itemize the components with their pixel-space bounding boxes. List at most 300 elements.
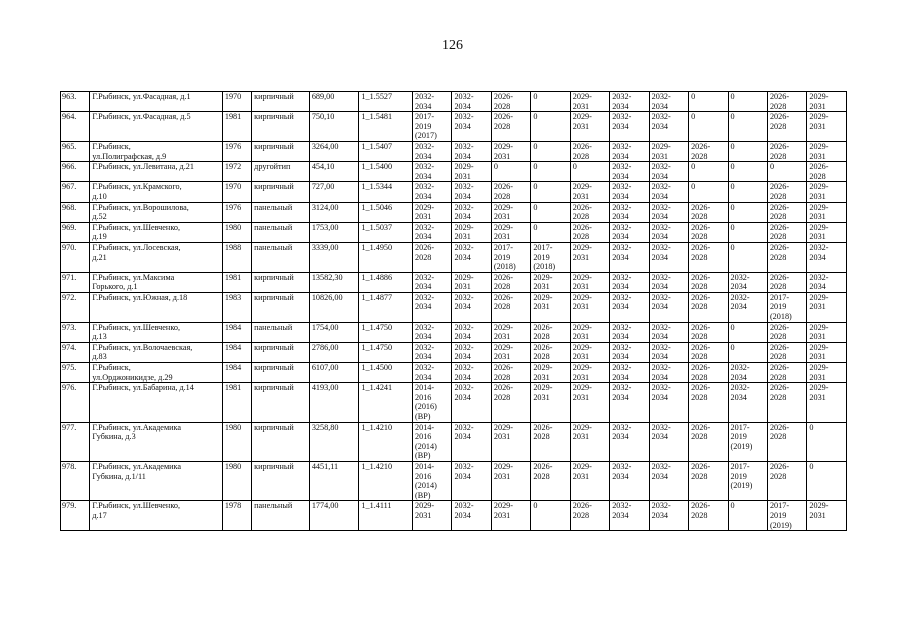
cell-area (309, 383, 359, 422)
cell-period-11 (807, 342, 847, 362)
cell-period-2 (452, 292, 491, 322)
cell-wall-material (252, 322, 310, 342)
cell-text: 2032- (415, 141, 435, 151)
cell-period-5 (570, 162, 609, 182)
cell-period-4 (531, 112, 570, 142)
cell-text: 1981 (224, 383, 242, 393)
cell-row-number (61, 501, 90, 531)
cell-text: 2026- (533, 422, 553, 432)
cell-area (309, 112, 359, 142)
cell-period-7 (649, 322, 688, 342)
cell-area (309, 363, 359, 383)
cell-address (90, 292, 223, 322)
cell-text: 2028 (691, 252, 708, 262)
cell-text: 2031 (809, 332, 826, 342)
cell-text: 2034 (612, 352, 629, 362)
cell-period-1 (413, 182, 452, 202)
cell-text: 2034 (651, 101, 668, 111)
cell-text: 2032- (651, 422, 671, 432)
cell-address (90, 422, 223, 461)
cell-text: 2032- (651, 162, 671, 172)
cell-period-11 (807, 363, 847, 383)
cell-period-7 (649, 422, 688, 461)
cell-text: Г.Рыбинск, ул.Шевченко, (92, 322, 181, 332)
cell-text: 2032- (612, 112, 632, 122)
cell-text: 2026- (769, 342, 790, 352)
cell-text: 2028 (691, 432, 708, 442)
table-row (61, 112, 847, 142)
cell-text: 976. (62, 383, 77, 393)
cell-text: 2031 (651, 151, 668, 161)
cell-text: 2031 (454, 232, 471, 242)
cell-period-7 (649, 292, 688, 322)
cell-area (309, 461, 359, 500)
cell-period-7 (649, 162, 688, 182)
cell-row-number (61, 292, 90, 322)
cell-text: 2014- (415, 383, 435, 393)
cell-text: 2032- (612, 292, 632, 302)
cell-period-7 (649, 182, 688, 202)
cell-text: 1970 (224, 92, 242, 101)
cell-text: 2032- (454, 461, 474, 471)
cell-text: 0 (691, 92, 696, 101)
cell-text: (2014) (415, 441, 437, 451)
cell-text: 2026- (769, 112, 790, 122)
cell-period-1 (413, 422, 452, 461)
cell-text: 2034 (612, 252, 629, 262)
cell-text: 2026- (572, 501, 592, 511)
cell-period-8 (689, 112, 728, 142)
cell-text: 2019 (730, 471, 747, 481)
cell-text: (2019) (769, 520, 792, 530)
cell-text: 1984 (224, 342, 242, 352)
cell-text: 2034 (651, 232, 668, 242)
cell-text: 2028 (691, 332, 708, 342)
cell-text: (ВР) (415, 451, 431, 461)
cell-year-built (222, 322, 251, 342)
cell-text: 2028 (809, 171, 826, 181)
cell-text: (2019) (730, 481, 753, 491)
cell-period-4 (531, 461, 570, 500)
cell-address (90, 162, 223, 182)
cell-text: 2031 (809, 212, 826, 222)
cell-text: 1_1.5407 (361, 141, 393, 151)
cell-text: 0 (730, 322, 735, 332)
cell-text: 2028 (691, 212, 708, 222)
cell-text: 0 (730, 501, 735, 511)
cell-row-number (61, 422, 90, 461)
cell-text: 2026- (572, 202, 592, 212)
cell-text: 2029- (533, 363, 553, 373)
cell-period-8 (689, 363, 728, 383)
cell-text: 2026- (493, 363, 513, 373)
cell-text: 0 (533, 501, 538, 511)
cell-period-11 (807, 202, 847, 222)
cell-period-8 (689, 272, 728, 292)
cell-period-2 (452, 422, 491, 461)
cell-text: 689,00 (311, 92, 335, 101)
cell-text: кирпичный (254, 342, 294, 352)
cell-period-2 (452, 162, 491, 182)
cell-text: 2034 (651, 252, 668, 262)
cell-period-2 (452, 342, 491, 362)
cell-text: 2028 (769, 121, 787, 131)
cell-period-1 (413, 222, 452, 242)
cell-text: 6107,00 (311, 363, 339, 373)
cell-period-4 (531, 501, 570, 531)
cell-year-built (222, 272, 251, 292)
cell-period-5 (570, 322, 609, 342)
cell-period-4 (531, 242, 570, 272)
cell-text: 1_1.4210 (361, 422, 393, 432)
cell-period-9 (728, 322, 767, 342)
cell-wall-material (252, 292, 310, 322)
table-row (61, 92, 847, 112)
cell-period-8 (689, 182, 728, 202)
cell-text: 2032- (415, 363, 435, 373)
cell-text: 0 (533, 182, 538, 192)
cell-text: 2034 (612, 232, 629, 242)
cell-address (90, 383, 223, 422)
cell-address (90, 242, 223, 272)
cell-text: кирпичный (254, 112, 294, 122)
cell-row-number (61, 141, 90, 161)
cell-text: 2014- (415, 422, 435, 432)
cell-text: 2028 (533, 432, 550, 442)
cell-text: Г.Рыбинск, ул.Бабарина, д.14 (92, 383, 194, 393)
cell-text: 2028 (769, 282, 787, 292)
cell-text: 0 (691, 182, 696, 192)
cell-text: 2034 (651, 392, 668, 402)
cell-index-code (359, 383, 413, 422)
cell-area (309, 322, 359, 342)
cell-period-6 (610, 422, 649, 461)
cell-period-9 (728, 92, 767, 112)
cell-period-7 (649, 501, 688, 531)
cell-text: 2034 (454, 252, 471, 262)
cell-text: 1_1.5037 (361, 222, 393, 232)
cell-period-5 (570, 222, 609, 242)
cell-text: 2019 (769, 302, 787, 312)
cell-text: 970. (62, 242, 77, 252)
cell-text: 1983 (224, 292, 242, 302)
cell-text: кирпичный (254, 92, 294, 101)
cell-text: 2028 (769, 151, 787, 161)
cell-text: д.10 (92, 191, 107, 201)
cell-text: 2026- (493, 272, 513, 282)
cell-text: панельный (254, 222, 293, 232)
cell-period-3 (491, 342, 530, 362)
cell-text: 2029- (533, 272, 553, 282)
cell-text: 2026- (769, 182, 790, 192)
cell-period-7 (649, 383, 688, 422)
cell-period-10 (767, 501, 806, 531)
cell-period-11 (807, 272, 847, 292)
cell-period-10 (767, 202, 806, 222)
cell-text: 2034 (415, 302, 432, 312)
cell-text: 2034 (809, 252, 826, 262)
cell-text: Г.Рыбинск, ул.Лосевская, (92, 242, 181, 252)
cell-text: 2034 (612, 332, 629, 342)
cell-text: (ВР) (415, 490, 431, 500)
cell-text: 1970 (224, 182, 242, 192)
cell-text: 2034 (454, 151, 471, 161)
cell-period-5 (570, 272, 609, 292)
cell-text: 2034 (454, 302, 471, 312)
cell-text: 2032- (651, 242, 671, 252)
cell-index-code (359, 202, 413, 222)
cell-text: 2031 (572, 101, 590, 111)
cell-text: 2029- (493, 322, 513, 332)
cell-text: 2031 (493, 432, 511, 442)
cell-row-number (61, 342, 90, 362)
cell-period-3 (491, 322, 530, 342)
cell-text: (2017) (415, 131, 437, 141)
cell-area (309, 162, 359, 182)
cell-text: 2028 (769, 232, 787, 242)
cell-text: 2031 (809, 352, 826, 362)
cell-text: 2034 (454, 392, 471, 402)
cell-period-2 (452, 222, 491, 242)
cell-period-11 (807, 182, 847, 202)
cell-period-6 (610, 222, 649, 242)
cell-period-1 (413, 162, 452, 182)
cell-text: 2032- (651, 363, 671, 373)
cell-text: 0 (533, 162, 538, 172)
cell-text: 2031 (572, 282, 590, 292)
cell-text: 1978 (224, 501, 242, 511)
cell-text: 2026- (691, 501, 711, 511)
cell-text: Г.Рыбинск, ул.Академика (92, 422, 181, 432)
cell-text: 750,10 (311, 112, 335, 122)
cell-text: 2034 (612, 121, 629, 131)
cell-period-7 (649, 202, 688, 222)
cell-period-9 (728, 272, 767, 292)
cell-text: 2029- (572, 92, 592, 101)
cell-text: (2019) (730, 441, 753, 451)
cell-period-7 (649, 242, 688, 272)
cell-text: 1_1.5400 (361, 162, 393, 172)
cell-period-11 (807, 501, 847, 531)
cell-text: Г.Рыбинск, ул.Шевченко, (92, 501, 181, 511)
cell-period-2 (452, 112, 491, 142)
cell-year-built (222, 422, 251, 461)
cell-index-code (359, 272, 413, 292)
cell-text: 2032- (612, 222, 632, 232)
cell-text: 2032- (612, 322, 632, 332)
cell-text: 2034 (454, 471, 471, 481)
cell-text: 0 (809, 422, 814, 432)
cell-text: 2034 (651, 432, 668, 442)
cell-wall-material (252, 461, 310, 500)
cell-text: 4451,11 (311, 461, 339, 471)
cell-index-code (359, 141, 413, 161)
cell-period-5 (570, 422, 609, 461)
table-row (61, 501, 847, 531)
cell-text: 2026- (691, 342, 711, 352)
cell-text: 969. (62, 222, 77, 232)
cell-text: 2028 (691, 372, 708, 382)
cell-text: 2029- (493, 461, 513, 471)
cell-period-6 (610, 383, 649, 422)
cell-period-11 (807, 112, 847, 142)
cell-text: 2034 (454, 191, 471, 201)
cell-text: 2034 (730, 392, 747, 402)
cell-text: 2032- (415, 222, 435, 232)
cell-text: 2032- (809, 272, 829, 282)
cell-text: 2031 (572, 302, 590, 312)
cell-period-1 (413, 342, 452, 362)
cell-text: 1972 (224, 162, 242, 172)
cell-text: (2018) (769, 312, 792, 322)
cell-text: 2034 (651, 121, 668, 131)
cell-period-4 (531, 322, 570, 342)
cell-text: 2026- (769, 363, 790, 373)
cell-text: 0 (730, 222, 735, 232)
cell-text: 2028 (769, 471, 787, 481)
cell-period-10 (767, 383, 806, 422)
cell-index-code (359, 342, 413, 362)
cell-period-3 (491, 383, 530, 422)
cell-period-8 (689, 501, 728, 531)
cell-text: 2028 (769, 392, 787, 402)
cell-text: 0 (769, 162, 775, 172)
cell-text: 10826,00 (311, 292, 343, 302)
table-row (61, 383, 847, 422)
cell-text: 2034 (651, 471, 668, 481)
cell-text: 0 (691, 162, 696, 172)
cell-text: 2026- (691, 222, 711, 232)
cell-text: Г.Рыбинск, (92, 141, 131, 151)
cell-text: 2786,00 (311, 342, 339, 352)
cell-address (90, 182, 223, 202)
cell-text: 2028 (691, 352, 708, 362)
cell-text: 2029- (809, 383, 829, 393)
cell-address (90, 272, 223, 292)
cell-text: кирпичный (254, 383, 294, 393)
cell-text: 2032- (415, 322, 435, 332)
cell-row-number (61, 242, 90, 272)
cell-year-built (222, 461, 251, 500)
cell-text: 2031 (572, 332, 590, 342)
cell-text: 963. (62, 92, 77, 101)
cell-text: Губкина, д.1/11 (92, 471, 146, 481)
cell-text: 2031 (415, 510, 432, 520)
cell-period-9 (728, 202, 767, 222)
cell-text: 2032- (612, 422, 632, 432)
cell-text: 2032- (612, 363, 632, 373)
cell-text: 0 (533, 141, 538, 151)
cell-text: 2026- (493, 112, 513, 122)
cell-text: 2019 (533, 252, 550, 262)
cell-text: 2029- (809, 141, 829, 151)
cell-text: 2031 (533, 392, 550, 402)
cell-year-built (222, 222, 251, 242)
cell-period-2 (452, 363, 491, 383)
cell-index-code (359, 322, 413, 342)
cell-year-built (222, 202, 251, 222)
cell-text: ул.Полиграфская, д.9 (92, 151, 167, 161)
cell-text: 2032- (454, 422, 474, 432)
cell-address (90, 461, 223, 500)
cell-index-code (359, 182, 413, 202)
cell-text: 2028 (769, 352, 787, 362)
cell-period-4 (531, 292, 570, 322)
cell-text: 2028 (769, 332, 787, 342)
cell-text: 1_1.4877 (361, 292, 393, 302)
cell-text: 2028 (691, 392, 708, 402)
cell-text: Г.Рыбинск, (92, 363, 131, 373)
cell-index-code (359, 461, 413, 500)
table-row (61, 363, 847, 383)
cell-year-built (222, 501, 251, 531)
cell-text: 0 (572, 162, 577, 172)
cell-text: 2026- (769, 422, 790, 432)
cell-period-8 (689, 92, 728, 112)
cell-text: 2032- (730, 292, 750, 302)
cell-text: 966. (62, 162, 77, 172)
cell-period-10 (767, 422, 806, 461)
cell-text: 0 (730, 202, 735, 212)
cell-address (90, 342, 223, 362)
cell-text: 2034 (454, 432, 471, 442)
cell-period-7 (649, 141, 688, 161)
cell-text: 2029- (809, 292, 829, 302)
cell-index-code (359, 501, 413, 531)
cell-text: 1_1.5527 (361, 92, 393, 101)
cell-text: 2034 (612, 191, 629, 201)
cell-text: 2034 (415, 282, 432, 292)
cell-text: Г.Рыбинск, ул.Фасадная, д.1 (92, 92, 191, 101)
cell-text: 2026- (769, 242, 790, 252)
cell-text: 2019 (493, 252, 511, 262)
cell-period-8 (689, 461, 728, 500)
cell-wall-material (252, 162, 310, 182)
cell-period-7 (649, 363, 688, 383)
cell-period-2 (452, 272, 491, 292)
cell-text: 2026- (769, 202, 790, 212)
cell-text: 2034 (612, 510, 629, 520)
cell-wall-material (252, 222, 310, 242)
cell-text: 2026- (533, 342, 553, 352)
cell-text: 2031 (572, 252, 590, 262)
cell-address (90, 322, 223, 342)
cell-period-4 (531, 272, 570, 292)
cell-period-6 (610, 162, 649, 182)
cell-period-1 (413, 322, 452, 342)
cell-text: 2032- (651, 322, 671, 332)
cell-text: 2029- (572, 383, 592, 393)
cell-text: 2017- (769, 292, 790, 302)
cell-text: 2034 (612, 282, 629, 292)
cell-text: кирпичный (254, 272, 294, 282)
cell-text: 2028 (493, 392, 511, 402)
cell-text: 2034 (454, 101, 471, 111)
cell-period-2 (452, 202, 491, 222)
cell-text: 1980 (224, 461, 242, 471)
cell-period-3 (491, 501, 530, 531)
cell-text: (ВР) (415, 412, 431, 421)
cell-period-7 (649, 112, 688, 142)
cell-period-6 (610, 141, 649, 161)
cell-text: Г.Рыбинск, ул.Волочаевская, (92, 342, 193, 352)
cell-area (309, 242, 359, 272)
table-row (61, 292, 847, 322)
cell-text: 2031 (809, 191, 826, 201)
cell-text: Г.Рыбинск, ул.Ворошилова, (92, 202, 189, 212)
cell-text: 2034 (651, 352, 668, 362)
cell-period-10 (767, 342, 806, 362)
